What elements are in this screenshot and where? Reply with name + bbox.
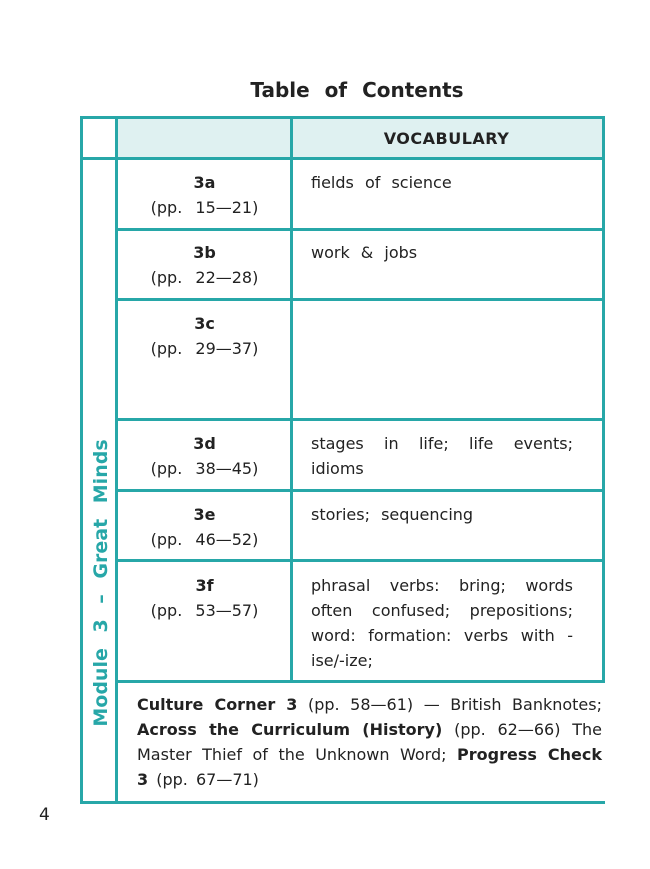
table-left-border [80,116,83,804]
lesson-pages: (pp. 38—45) [150,459,259,478]
row-divider [118,418,605,421]
lesson-pages: (pp. 53—57) [150,601,259,620]
table-bottom-border [80,801,605,804]
row-divider [118,228,605,231]
row-divider [118,680,605,683]
extras-paragraph [137,692,602,792]
culture-corner-pages: (pp. 58—61) — British Banknotes; [297,695,603,714]
progress-check-pages: (pp. 67—71) [148,770,259,789]
lesson-pages: (pp. 29—37) [150,339,259,358]
lesson-3e [118,502,291,552]
row-divider [118,489,605,492]
lesson-code: 3c [194,314,215,333]
lesson-code: 3b [193,243,216,262]
lesson-code: 3e [193,505,216,524]
vocabulary-header: VOCABULARY [383,128,510,148]
row-divider [118,298,605,301]
lesson-code: 3d [193,434,216,453]
lesson-code: 3f [195,576,214,595]
lesson-3b [118,240,291,290]
lesson-pages: (pp. 46—52) [150,530,259,549]
lesson-code: 3a [193,173,216,192]
vocabulary-3a: fields of science [311,173,452,192]
lessons-right-border [602,116,605,683]
row-divider [118,559,605,562]
vocabulary-3f: phrasal verbs: bring; words often confused; prepositions; word: formation: verbs with -ise/-ize; [311,576,573,670]
culture-corner-label: Culture Corner 3 [137,695,298,714]
page-number: 4 [39,805,50,825]
lesson-pages: (pp. 15—21) [150,198,259,217]
module-label: Module 3 – Great Minds [90,439,112,727]
lesson-3f [118,573,291,623]
vocabulary-3e: stories; sequencing [311,505,474,524]
vocabulary-3b: work & jobs [311,243,418,262]
progress-check-label: Progress Check 3 [137,745,603,789]
header-bottom-line [80,157,605,160]
across-curriculum-label: Across the Curriculum (History) [137,720,443,739]
vocabulary-3d: stages in life; life events; idioms [311,434,573,478]
lesson-3d [118,431,291,481]
lesson-pages: (pp. 22—28) [150,268,259,287]
lesson-3a [118,170,291,220]
lesson-3c [118,311,291,361]
across-curriculum-text: (pp. 62—66) The Master Thief of the Unknown Word; [137,720,602,764]
page-title: Table of Contents [250,78,464,102]
contents-table [80,116,605,804]
